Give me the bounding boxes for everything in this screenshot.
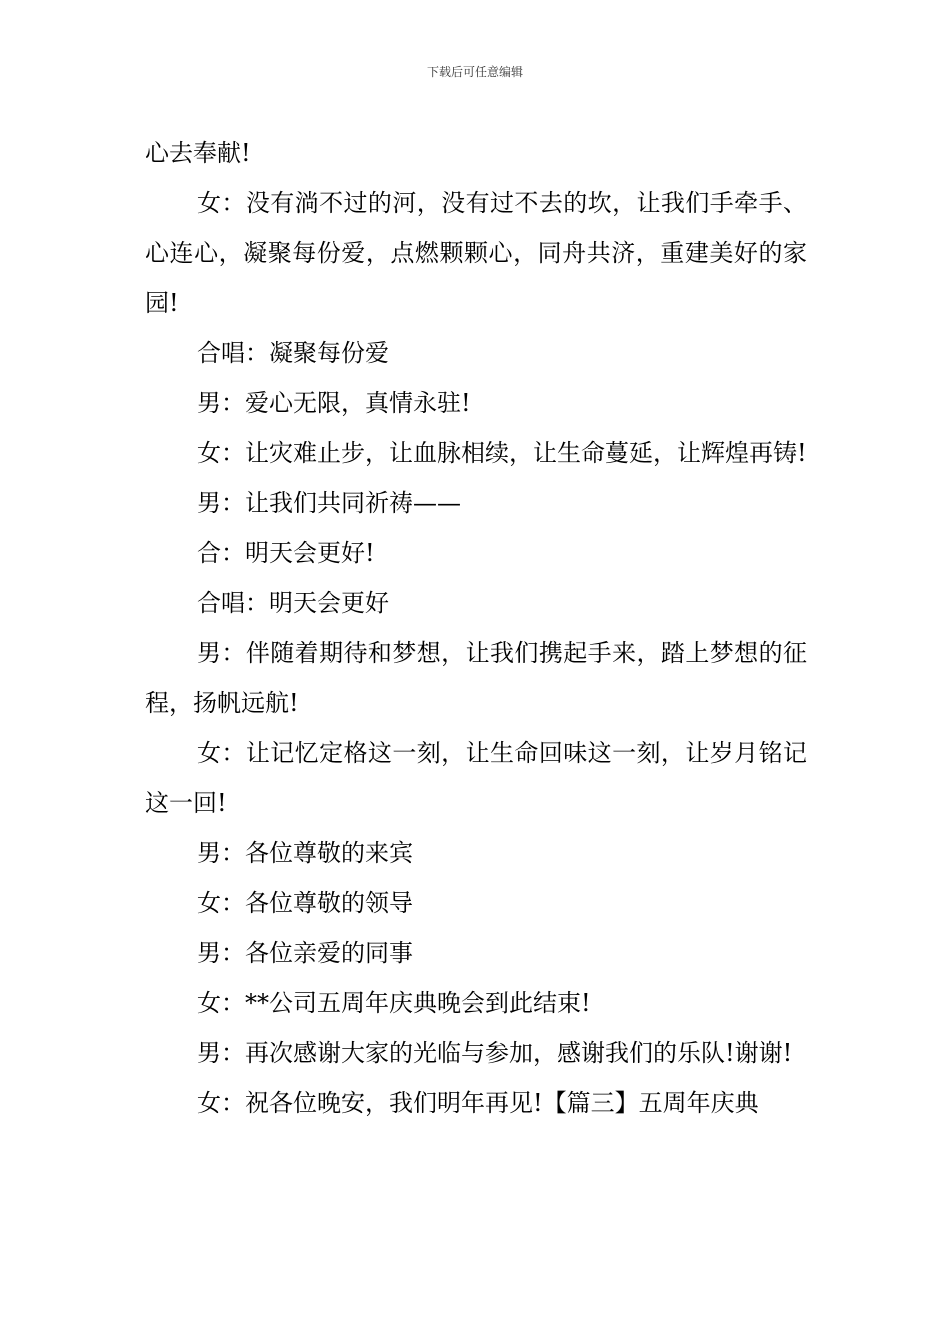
- paragraph-continuation: 心去奉献!: [145, 139, 251, 167]
- paragraph-female-leaders: 女：各位尊敬的领导: [197, 889, 413, 917]
- paragraph-male-thanks: 男：再次感谢大家的光临与参加，感谢我们的乐队!谢谢!: [197, 1039, 793, 1067]
- paragraph-chorus-love: 合唱：凝聚每份爱: [197, 339, 389, 367]
- paragraph-female-river: 女：没有淌不过的河，没有过不去的坎，让我们手牵手、心连心，凝聚每份爱，点燃颗颗心，同舟共济，重建美好的家园!: [145, 189, 807, 317]
- paragraph-female-memory: 女：让记忆定格这一刻，让生命回味这一刻，让岁月铭记这一回!: [145, 739, 807, 817]
- paragraph-female-disaster: 女：让灾难止步，让血脉相续，让生命蔓延，让辉煌再铸!: [197, 439, 807, 467]
- paragraph-chorus-tomorrow: 合唱：明天会更好: [197, 589, 389, 617]
- paragraph-male-colleagues: 男：各位亲爱的同事: [197, 939, 413, 967]
- page-header: 下载后可任意编辑: [426, 65, 523, 79]
- paragraph-together-tomorrow: 合：明天会更好!: [197, 539, 375, 567]
- document-body: [145, 128, 807, 1128]
- paragraph-male-guests: 男：各位尊敬的来宾: [197, 839, 413, 867]
- paragraph-male-love: 男：爱心无限，真情永驻!: [197, 389, 471, 417]
- paragraph-male-dream: 男：伴随着期待和梦想，让我们携起手来，踏上梦想的征程，扬帆远航!: [145, 639, 807, 717]
- paragraph-female-end: 女：**公司五周年庆典晚会到此结束!: [197, 989, 591, 1017]
- paragraph-female-goodnight: 女：祝各位晚安，我们明年再见!【篇三】五周年庆典: [197, 1089, 759, 1117]
- paragraph-male-pray: 男：让我们共同祈祷——: [197, 489, 461, 517]
